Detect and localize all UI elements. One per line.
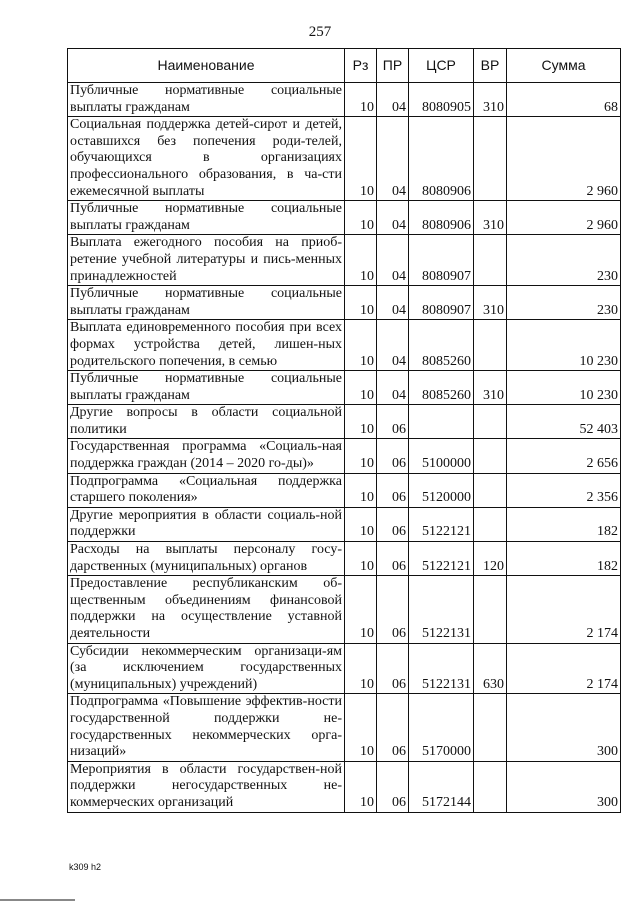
table-row xyxy=(68,761,621,812)
row-csr: 5122121 xyxy=(409,542,474,576)
row-sum: 10 230 xyxy=(507,371,621,405)
row-csr: 8080907 xyxy=(409,286,474,320)
row-vr xyxy=(474,439,507,473)
row-sum: 300 xyxy=(507,761,621,812)
row-vr: 120 xyxy=(474,542,507,576)
page-number: 257 xyxy=(308,24,332,40)
row-name: Мероприятия в области государствен-ной поддержки негосударственных не-коммерческих организаций xyxy=(68,761,345,812)
row-csr: 8085260 xyxy=(409,371,474,405)
row-csr: 5122121 xyxy=(409,507,474,541)
row-csr: 5172144 xyxy=(409,761,474,812)
row-sum: 182 xyxy=(507,507,621,541)
row-vr xyxy=(474,235,507,286)
row-vr: 630 xyxy=(474,643,507,694)
row-rz: 10 xyxy=(345,235,377,286)
row-rz: 10 xyxy=(345,201,377,235)
row-vr: 310 xyxy=(474,201,507,235)
row-csr xyxy=(409,405,474,439)
row-sum: 68 xyxy=(507,83,621,117)
row-rz: 10 xyxy=(345,83,377,117)
table-row xyxy=(68,286,621,320)
row-name: Публичные нормативные социальные выплаты гражданам xyxy=(68,83,345,117)
table-row xyxy=(68,83,621,117)
row-sum: 230 xyxy=(507,286,621,320)
header-vr: ВР xyxy=(474,49,507,83)
row-pr: 06 xyxy=(377,761,409,812)
row-sum: 2 960 xyxy=(507,201,621,235)
row-csr: 8080906 xyxy=(409,117,474,201)
table-row xyxy=(68,542,621,576)
row-vr xyxy=(474,473,507,507)
row-vr: 310 xyxy=(474,83,507,117)
row-csr: 5170000 xyxy=(409,694,474,761)
table-row xyxy=(68,320,621,371)
table-row xyxy=(68,371,621,405)
row-rz: 10 xyxy=(345,507,377,541)
header-rz: Рз xyxy=(345,49,377,83)
row-rz: 10 xyxy=(345,286,377,320)
row-pr: 04 xyxy=(377,83,409,117)
row-name: Подпрограмма «Повышение эффектив-ности государственной поддержки не-государственных некоммерческих орга-низаций» xyxy=(68,694,345,761)
header-sum: Сумма xyxy=(507,49,621,83)
row-name: Расходы на выплаты персоналу госу-дарственных (муниципальных) органов xyxy=(68,542,345,576)
row-name: Публичные нормативные социальные выплаты гражданам xyxy=(68,286,345,320)
row-name: Другие мероприятия в области социаль-ной поддержки xyxy=(68,507,345,541)
row-csr: 5122131 xyxy=(409,576,474,643)
row-rz: 10 xyxy=(345,117,377,201)
row-csr: 5120000 xyxy=(409,473,474,507)
row-sum: 10 230 xyxy=(507,320,621,371)
table-row xyxy=(68,473,621,507)
table-row xyxy=(68,117,621,201)
row-sum: 230 xyxy=(507,235,621,286)
row-rz: 10 xyxy=(345,694,377,761)
row-sum: 2 656 xyxy=(507,439,621,473)
bottom-rule xyxy=(0,899,75,901)
row-pr: 04 xyxy=(377,286,409,320)
row-pr: 06 xyxy=(377,405,409,439)
table-row xyxy=(68,507,621,541)
row-vr xyxy=(474,576,507,643)
row-pr: 06 xyxy=(377,694,409,761)
row-vr xyxy=(474,507,507,541)
budget-table xyxy=(67,48,621,813)
header-name: Наименование xyxy=(68,49,345,83)
row-rz: 10 xyxy=(345,371,377,405)
row-csr: 5100000 xyxy=(409,439,474,473)
table-row xyxy=(68,235,621,286)
row-pr: 06 xyxy=(377,643,409,694)
row-rz: 10 xyxy=(345,643,377,694)
row-sum: 2 174 xyxy=(507,643,621,694)
row-sum: 2 960 xyxy=(507,117,621,201)
row-vr xyxy=(474,694,507,761)
row-vr xyxy=(474,320,507,371)
row-name: Предоставление республиканским об-щественным объединениям финансовой поддержки на осуществление уставной деятельности xyxy=(68,576,345,643)
row-name: Публичные нормативные социальные выплаты гражданам xyxy=(68,201,345,235)
row-rz: 10 xyxy=(345,320,377,371)
row-pr: 06 xyxy=(377,542,409,576)
row-name: Подпрограмма «Социальная поддержка старшего поколения» xyxy=(68,473,345,507)
table-row xyxy=(68,643,621,694)
row-csr: 8080905 xyxy=(409,83,474,117)
row-pr: 04 xyxy=(377,117,409,201)
row-name: Другие вопросы в области социальной политики xyxy=(68,405,345,439)
row-pr: 06 xyxy=(377,473,409,507)
footer-code: k309 h2 xyxy=(69,862,102,872)
row-sum: 52 403 xyxy=(507,405,621,439)
row-sum: 2 174 xyxy=(507,576,621,643)
row-rz: 10 xyxy=(345,576,377,643)
row-sum: 182 xyxy=(507,542,621,576)
table-row xyxy=(68,439,621,473)
row-rz: 10 xyxy=(345,542,377,576)
row-pr: 06 xyxy=(377,439,409,473)
row-vr: 310 xyxy=(474,286,507,320)
row-csr: 8080907 xyxy=(409,235,474,286)
row-csr: 8080906 xyxy=(409,201,474,235)
row-sum: 300 xyxy=(507,694,621,761)
row-sum: 2 356 xyxy=(507,473,621,507)
row-rz: 10 xyxy=(345,439,377,473)
row-pr: 04 xyxy=(377,371,409,405)
table-header-row xyxy=(68,49,621,83)
row-vr xyxy=(474,117,507,201)
row-name: Субсидии некоммерческим организаци-ям (за исключением государственных (муниципальных) учреждений) xyxy=(68,643,345,694)
table-row xyxy=(68,576,621,643)
row-pr: 04 xyxy=(377,201,409,235)
row-rz: 10 xyxy=(345,473,377,507)
row-vr xyxy=(474,405,507,439)
row-csr: 5122131 xyxy=(409,643,474,694)
row-pr: 04 xyxy=(377,235,409,286)
row-name: Публичные нормативные социальные выплаты гражданам xyxy=(68,371,345,405)
row-vr: 310 xyxy=(474,371,507,405)
row-pr: 04 xyxy=(377,320,409,371)
header-pr: ПР xyxy=(377,49,409,83)
row-name: Социальная поддержка детей-сирот и детей, оставшихся без попечения роди-телей, обучающихся в организациях профессионального образования, в ча-сти ежемесячной выплаты xyxy=(68,117,345,201)
table-row xyxy=(68,405,621,439)
table-row xyxy=(68,201,621,235)
row-pr: 06 xyxy=(377,507,409,541)
row-vr xyxy=(474,761,507,812)
row-name: Государственная программа «Социаль-ная поддержка граждан (2014 – 2020 го-ды)» xyxy=(68,439,345,473)
header-csr: ЦСР xyxy=(409,49,474,83)
row-name: Выплата единовременного пособия при всех формах устройства детей, лишен-ных родительского попечения, в семью xyxy=(68,320,345,371)
row-pr: 06 xyxy=(377,576,409,643)
row-csr: 8085260 xyxy=(409,320,474,371)
row-rz: 10 xyxy=(345,761,377,812)
row-rz: 10 xyxy=(345,405,377,439)
table-row xyxy=(68,694,621,761)
row-name: Выплата ежегодного пособия на приоб-ретение учебной литературы и пись-менных принадлежностей xyxy=(68,235,345,286)
